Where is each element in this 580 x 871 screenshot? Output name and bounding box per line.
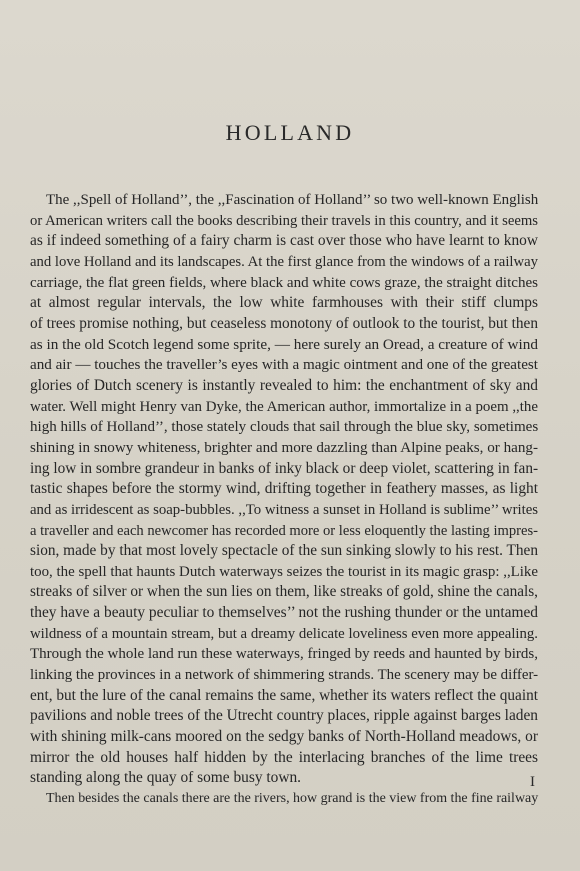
text-line: they have a beauty peculiar to themselves’’ not the rushing thunder or the untamed: [30, 604, 538, 622]
text-line: and air — touches the traveller’s eyes with a magic ointment and one of the greatest: [30, 357, 538, 374]
text-line: water. Well might Henry van Dyke, the American author, immortalize in a poem ,,the: [30, 398, 538, 415]
text-line: as if indeed something of a fairy charm is cast over those who have learnt to know: [30, 232, 538, 250]
text-line: standing along the quay of some busy town.: [30, 769, 302, 787]
text-line: shining in snowy whiteness, brighter and more dazzling than Alpine peaks, or hang-: [30, 439, 538, 456]
text-line: of trees promise nothing, but ceaseless monotony of outlook to the tourist, but then: [30, 314, 538, 332]
text-line: tastic shapes before the stormy wind, drifting together in feathery masses, as light: [30, 480, 538, 498]
paragraph-1: [30, 190, 538, 789]
text-line: too, the spell that haunts Dutch waterways seizes the tourist in its magic grasp: ,,Like: [30, 563, 538, 580]
text-line: with shining milk-cans moored on the sedgy banks of North-Holland meadows, or: [30, 728, 538, 746]
text-line: pavilions and noble trees of the Utrecht country places, ripple against barges laden: [30, 707, 538, 725]
text-line: or American writers call the books describing their travels in this country, and it seems: [30, 212, 538, 229]
text-line: a traveller and each newcomer has recorded more or less eloquently the lasting impres-: [30, 522, 539, 539]
text-line: wildness of a mountain stream, but a dreamy delicate loveliness even more appealing.: [30, 625, 538, 642]
paragraph-2: [30, 789, 538, 810]
text-line: The ,,Spell of Holland’’, the ,,Fascination of Holland’’ so two well-known English: [46, 192, 539, 208]
page-title: HOLLAND: [225, 120, 355, 145]
text-line: mirror the old houses half hidden by the interlacing branches of the lime trees: [30, 748, 538, 766]
text-line: streaks of silver or when the sun lies on them, like streaks of gold, shine the canals,: [30, 583, 538, 601]
text-line: ent, but the lure of the canal remains the same, whether its waters reflect the quaint: [30, 686, 538, 704]
text-line: sion, made by that most lovely spectacle of the sun sinking slowly to his rest. Then: [30, 542, 538, 560]
text-line: ing low in sombre grandeur in banks of inky black or deep violet, scattering in fan-: [30, 459, 539, 477]
text-line: linking the provinces in a network of shimmering strands. The scenery may be differ-: [30, 667, 539, 684]
text-line: and love Holland and its landscapes. At the first glance from the windows of a railway: [30, 253, 538, 270]
text-line: carriage, the flat green fields, where black and white cows graze, the straight ditches: [30, 274, 539, 291]
text-line: and as irridescent as soap-bubbles. ,,To witness a sunset in Holland is sublime’’ writes: [30, 501, 538, 518]
text-line: Through the whole land run these waterways, fringed by reeds and haunted by birds,: [30, 646, 538, 663]
text-line: Then besides the canals there are the rivers, how grand is the view from the fine railway: [46, 791, 539, 807]
text-line: as in the old Scotch legend some sprite, — here surely an Oread, a creature of wind: [30, 335, 538, 353]
text-line: at almost regular intervals, the low white farmhouses with their stiff clumps: [30, 294, 538, 312]
page-number: I: [530, 774, 535, 790]
text-line: glories of Dutch scenery is instantly revealed to him: the enchantment of sky and: [30, 376, 538, 394]
text-line: high hills of Holland’’, those stately clouds that sail through the blue sky, sometimes: [30, 419, 539, 436]
body-text: [30, 190, 538, 810]
